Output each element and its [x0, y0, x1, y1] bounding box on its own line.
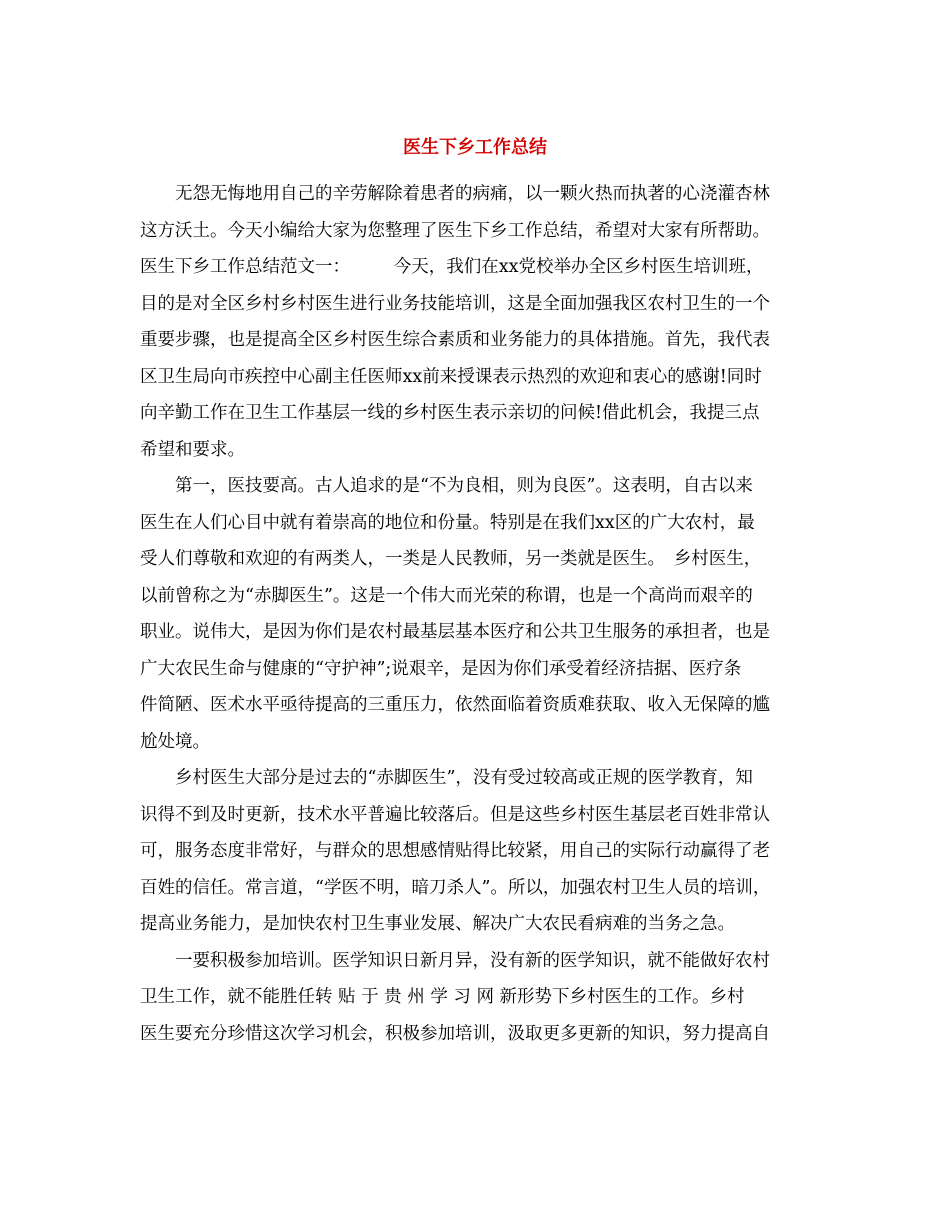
text-line: 这方沃土。今天小编给大家为您整理了医生下乡工作总结，希望对大家有所帮助。	[140, 220, 770, 241]
text-line: 可，服务态度非常好，与群众的思想感情贴得比较紧，用自己的实际行动赢得了老	[140, 841, 770, 861]
text-line: 受人们尊敬和欢迎的有两类人，一类是人民教师，另一类就是医生。 乡村医生，	[140, 549, 762, 569]
text-line: 百姓的信任。常言道，“学医不明，暗刀杀人”。所以，加强农村卫生人员的培训，	[140, 877, 771, 898]
text-line: 向辛勤工作在卫生工作基层一线的乡村医生表示亲切的问候!借此机会，我提三点	[140, 403, 760, 423]
text-line: 尬处境。	[140, 731, 210, 752]
text-line: 乡村医生大部分是过去的“赤脚医生”，没有受过较高或正规的医学教育，知	[175, 768, 753, 788]
document-title: 医生下乡工作总结	[403, 137, 547, 158]
text-line: 件简陋、医术水平亟待提高的三重压力，依然面临着资质难获取、收入无保障的尴	[140, 695, 770, 715]
text-line: 医生下乡工作总结范文一： 今天，我们在xx党校举办全区乡村医生培训班，	[140, 257, 764, 277]
document-body	[140, 176, 820, 1052]
text-line: 区卫生局向市疾控中心副主任医师xx前来授课表示热烈的欢迎和衷心的感谢!同时	[140, 366, 762, 387]
text-line: 目的是对全区乡村乡村医生进行业务技能培训，这是全面加强我区农村卫生的一个	[140, 293, 770, 314]
text-line: 医生在人们心目中就有着崇高的地位和份量。特别是在我们xx区的广大农村，最	[140, 512, 755, 533]
text-line: 重要步骤，也是提高全区乡村医生综合素质和业务能力的具体措施。首先，我代表	[140, 330, 770, 350]
text-line: 希望和要求。	[140, 439, 245, 460]
text-line: 以前曾称之为“赤脚医生”。这是一个伟大而光荣的称谓，也是一个高尚而艰辛的	[140, 585, 753, 606]
text-line: 无怨无悔地用自己的辛劳解除着患者的病痛，以一颗火热而执著的心浇灌杏林	[175, 184, 770, 204]
text-line: 提高业务能力，是加快农村卫生事业发展、解决广大农民看病难的当务之急。	[140, 914, 735, 934]
text-line: 卫生工作，就不能胜任转 贴 于 贵 州 学 习 网 新形势下乡村医生的工作。乡村	[140, 987, 745, 1007]
text-line: 一要积极参加培训。医学知识日新月异，没有新的医学知识，就不能做好农村	[175, 950, 770, 971]
text-line: 第一，医技要高。古人追求的是“不为良相，则为良医”。这表明，自古以来	[175, 476, 753, 496]
text-line: 医生要充分珍惜这次学习机会，积极参加培训，汲取更多更新的知识，努力提高自	[140, 1023, 770, 1044]
text-line: 识得不到及时更新，技术水平普遍比较落后。但是这些乡村医生基层老百姓非常认	[140, 804, 770, 825]
text-line: 职业。说伟大，是因为你们是农村最基层基本医疗和公共卫生服务的承担者，也是	[140, 622, 770, 642]
text-line: 广大农民生命与健康的“守护神”;说艰辛，是因为你们承受着经济拮据、医疗条	[140, 658, 742, 679]
